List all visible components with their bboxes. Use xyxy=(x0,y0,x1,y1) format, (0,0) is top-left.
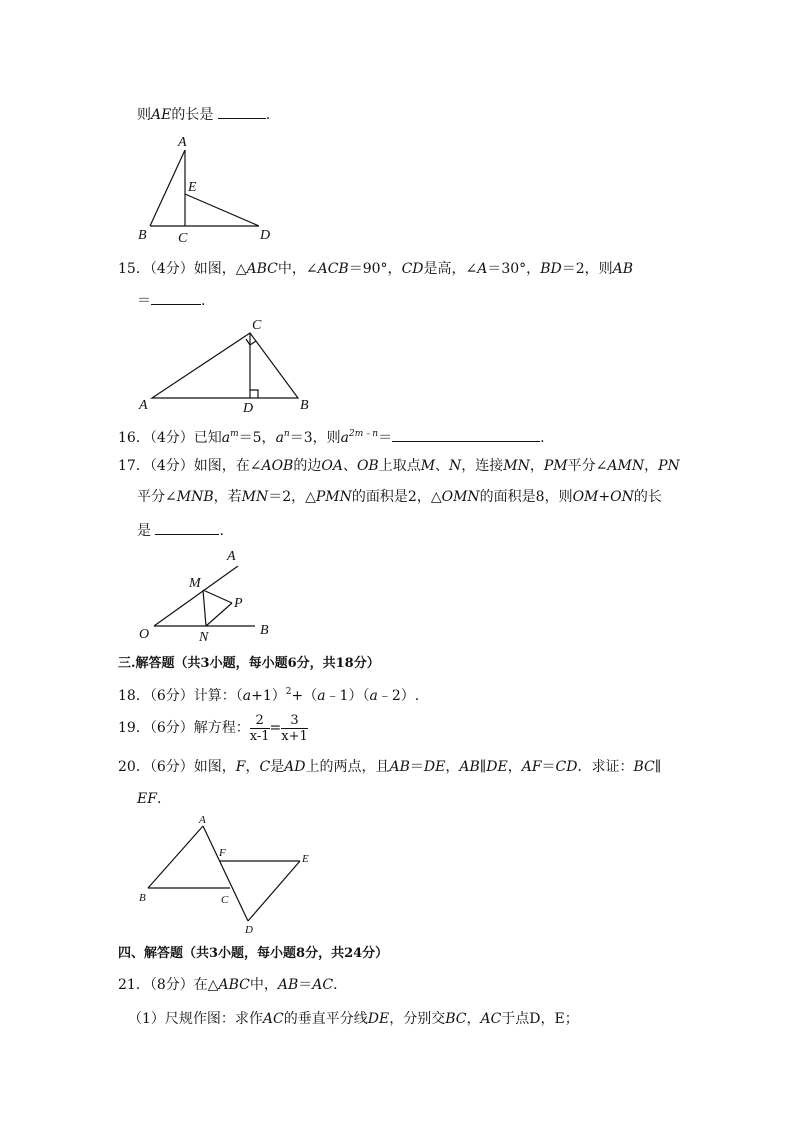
question-15-line1: 15．（4分）如图，△ABC中，∠ACB＝90°，CD是高，∠A＝30°，BD＝2，则AB xyxy=(118,261,634,277)
question-21: 21．（8分）在△ABC中，AB＝AC. xyxy=(118,977,338,993)
fig20-label-c: C xyxy=(221,894,229,906)
fig17-label-m: M xyxy=(189,576,201,591)
fig20-label-d: D xyxy=(245,924,253,936)
question-17-line1: 17．（4分）如图，在∠AOB的边OA、OB上取点M、N，连接MN，PM平分∠AMN，PN xyxy=(118,458,680,474)
fig20-label-b: B xyxy=(139,892,146,904)
section-3-heading: 三.解答题（共3小题，每小题6分，共18分） xyxy=(118,656,380,671)
question-21-part-1: （1）尺规作图：求作AC的垂直平分线DE，分别交BC，AC于点D，E； xyxy=(128,1011,579,1027)
fig17-label-a: A xyxy=(227,549,236,564)
fig20-label-a: A xyxy=(199,814,206,826)
fig20-label-e: E xyxy=(302,853,309,865)
question-15-line2: ＝ . xyxy=(137,290,205,310)
fig15-label-c: C xyxy=(252,318,262,333)
fig17-label-b: B xyxy=(260,623,269,638)
question-20-line1: 20．（6分）如图，F，C是AD上的两点，且AB＝DE，AB∥DE，AF＝CD．求证：BC∥ xyxy=(118,759,662,775)
fig15-label-d: D xyxy=(243,401,254,416)
question-20-line2: EF. xyxy=(137,791,162,807)
question-17-line3: 是 . xyxy=(137,520,224,540)
fig14-label-a: A xyxy=(178,135,187,150)
fig14-label-b: B xyxy=(138,228,147,243)
fig17-label-p: P xyxy=(234,596,243,611)
fig15-label-b: B xyxy=(300,398,309,413)
fraction-left: $\frac{2}{x-1}$ xyxy=(249,712,270,744)
fig14-label-e: E xyxy=(188,180,197,195)
fig17-label-o: O xyxy=(139,627,150,642)
fig14-label-d: D xyxy=(260,228,271,243)
fig15-label-a: A xyxy=(139,398,148,413)
question-18: 18．（6分）计算：$(a+1)^2+(a﹣1)(a﹣2)$. xyxy=(118,687,420,704)
fig20-segment-ed xyxy=(248,861,300,921)
fig14-label-c: C xyxy=(178,231,188,246)
fig20-segment-ad xyxy=(203,826,248,921)
fig20-label-f: F xyxy=(219,847,226,859)
section-4-heading: 四、解答题（共3小题，每小题8分，共24分） xyxy=(118,946,389,961)
q14-tail: 则AE的长是 . xyxy=(137,104,270,124)
fraction-right: $\frac{3}{x+1}$ xyxy=(281,712,308,744)
fig17-label-n: N xyxy=(199,630,209,645)
question-17-line2: 平分∠MNB，若MN＝2，△PMN的面积是2，△OMN的面积是8，则OM+ON的长 xyxy=(137,489,662,505)
fig20-segment-ba xyxy=(148,826,203,888)
question-19: 19．（6分）解方程： $\frac{2}{x-1}$ = $\frac{3}{x+1}$ xyxy=(118,712,308,744)
question-16: 16．（4分）已知$a^m=5$，$a^n=3$，则$a^{2m﹣n}=$ . xyxy=(118,429,545,446)
